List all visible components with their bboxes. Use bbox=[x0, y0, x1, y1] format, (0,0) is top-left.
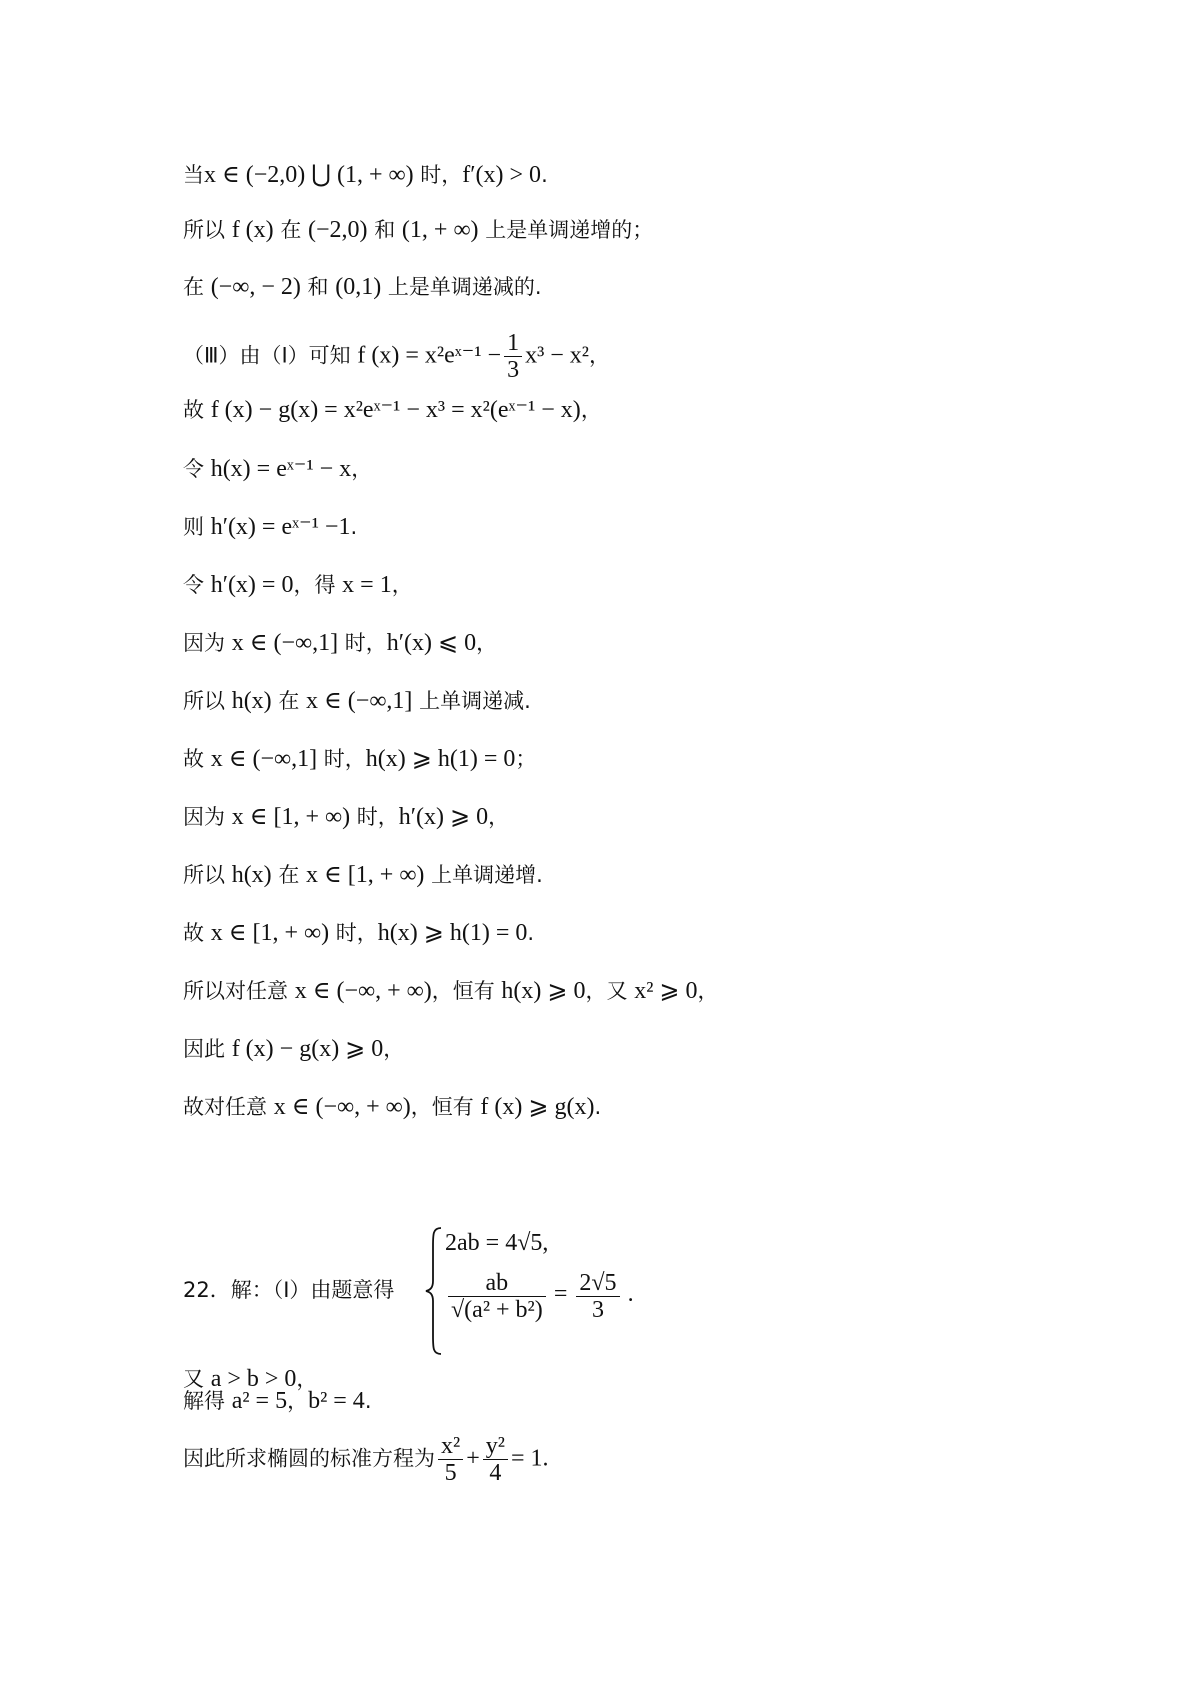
math-expression: f (x) bbox=[231, 217, 274, 243]
fraction-ab: $\frac{ab}{\text{√(a² + b²)}}$ bbox=[448, 1270, 546, 1323]
text-segment: . bbox=[594, 1095, 602, 1119]
text-segment: 则 bbox=[183, 515, 211, 539]
text-segment: 上单调递增. bbox=[424, 863, 543, 887]
text-line bbox=[183, 684, 531, 718]
text-segment: ，得 bbox=[293, 573, 343, 597]
text-line bbox=[183, 452, 372, 486]
text-segment: 时， bbox=[338, 631, 387, 655]
math-expression: f (x) ⩾ g(x) bbox=[480, 1094, 595, 1120]
text-segment: . bbox=[541, 163, 548, 187]
math-expression: x² ⩾ 0 bbox=[634, 978, 698, 1004]
math-expression: f (x) = x²eˣ⁻¹ − bbox=[357, 342, 502, 369]
math-expression: x³ − x² bbox=[525, 342, 589, 369]
text-segment: 在 bbox=[271, 863, 307, 887]
math-expression: x ∈ [1, + ∞) bbox=[231, 804, 351, 830]
text-line bbox=[183, 626, 497, 660]
text-segment: ， bbox=[351, 457, 373, 481]
text-segment: 所以 bbox=[183, 863, 232, 887]
math-expression: h(x) bbox=[231, 688, 272, 714]
math-expression: f′(x) > 0 bbox=[462, 162, 542, 188]
math-expression: x ∈ (−∞, + ∞) bbox=[273, 1094, 411, 1120]
text-line bbox=[183, 270, 542, 304]
text-segment: 令 bbox=[183, 573, 211, 597]
text-segment: 故 bbox=[183, 747, 211, 771]
inline-fraction: $\frac{1}{3}$ bbox=[504, 330, 522, 383]
text-segment: 所以 bbox=[183, 218, 232, 242]
math-expression: (−∞, − 2) bbox=[210, 274, 301, 300]
math-expression: h(x) ⩾ h(1) = 0 bbox=[365, 746, 516, 772]
math-expression: x ∈ [1, + ∞) bbox=[210, 920, 330, 946]
text-segment: 时， bbox=[350, 805, 399, 829]
text-segment: 因为 bbox=[183, 805, 232, 829]
text-segment: （Ⅲ）由（Ⅰ）可知 bbox=[183, 343, 358, 368]
text-line bbox=[183, 742, 536, 776]
math-expression: (−2,0) bbox=[308, 217, 368, 243]
math-expression: h(x) bbox=[231, 862, 272, 888]
text-segment: 所以 bbox=[183, 689, 232, 713]
q22-label: 22．解：（Ⅰ）由题意得 bbox=[183, 1278, 395, 1302]
text-segment: 又 bbox=[183, 1367, 211, 1391]
left-brace bbox=[425, 1226, 443, 1356]
text-segment: 在 bbox=[183, 275, 211, 299]
math-expression: f (x) − g(x) ⩾ 0 bbox=[231, 1036, 384, 1062]
math-expression: a² = 5 bbox=[231, 1388, 288, 1414]
text-line bbox=[183, 916, 534, 950]
text-segment: 故 bbox=[183, 398, 211, 422]
text-segment: ， bbox=[589, 343, 610, 368]
text-segment: 上单调递减. bbox=[412, 689, 531, 713]
math-expression: x ∈ (−∞,1] bbox=[210, 746, 318, 772]
math-expression: b² = 4 bbox=[308, 1388, 365, 1414]
text-segment: ； bbox=[515, 747, 537, 771]
system-equation-2: $\frac{ab}{\text{√(a² + b²)}}$ = $\frac{2√5}{3}$ . bbox=[445, 1270, 634, 1323]
text-segment: 因为 bbox=[183, 631, 232, 655]
text-segment: . bbox=[350, 515, 358, 539]
text-segment: ， bbox=[296, 1367, 318, 1391]
text-segment: 令 bbox=[183, 457, 211, 481]
text-segment: 上是单调递减的. bbox=[381, 275, 542, 299]
text-segment: ， bbox=[697, 979, 719, 1003]
text-segment: 在 bbox=[273, 218, 309, 242]
math-expression: (1, + ∞) bbox=[401, 217, 479, 243]
text-segment: ， bbox=[580, 398, 602, 422]
math-expression: x ∈ (−∞,1] bbox=[306, 688, 413, 714]
text-segment: ，恒有 bbox=[431, 979, 502, 1003]
text-line bbox=[183, 213, 653, 247]
text-line bbox=[183, 510, 357, 544]
text-segment: 解得 bbox=[183, 1389, 232, 1413]
text-segment: 时， bbox=[317, 747, 366, 771]
text-segment: 时， bbox=[413, 163, 463, 187]
text-segment: 和 bbox=[367, 218, 402, 242]
fraction-rhs: $\frac{2√5}{3}$ bbox=[576, 1270, 619, 1323]
system-equation-1: 2ab = 4√5, bbox=[445, 1230, 549, 1256]
text-segment: ，又 bbox=[585, 979, 635, 1003]
text-segment: ， bbox=[383, 1037, 405, 1061]
math-expression: x ∈ (−∞, + ∞) bbox=[294, 978, 432, 1004]
text-line bbox=[183, 330, 610, 383]
text-segment: 故对任意 bbox=[183, 1095, 274, 1119]
math-expression: x = 1 bbox=[342, 572, 392, 598]
text-segment: 在 bbox=[271, 689, 307, 713]
text-line bbox=[183, 393, 602, 427]
math-expression: f (x) − g(x) = x²eˣ⁻¹ − x³ = x²(eˣ⁻¹ − x) bbox=[210, 397, 581, 423]
text-line bbox=[183, 800, 509, 834]
math-expression: (0,1) bbox=[335, 274, 382, 300]
text-line bbox=[183, 1384, 372, 1418]
fraction-x2-5: $\frac{\text{x²}}{5}$ bbox=[438, 1433, 463, 1486]
math-expression: h′(x) = eˣ⁻¹ −1 bbox=[210, 514, 351, 540]
text-line bbox=[183, 1032, 404, 1066]
math-expression: h(x) ⩾ h(1) = 0 bbox=[377, 920, 528, 946]
text-segment: 当 bbox=[183, 163, 204, 187]
text-segment: . bbox=[364, 1389, 372, 1413]
text-line bbox=[183, 974, 719, 1008]
text-segment: ， bbox=[391, 573, 413, 597]
math-expression: h′(x) = 0 bbox=[210, 572, 294, 598]
math-expression: h′(x) ⩽ 0 bbox=[386, 630, 477, 656]
math-expression: h(x) = eˣ⁻¹ − x bbox=[210, 456, 352, 482]
text-segment: 和 bbox=[300, 275, 336, 299]
text-segment: ，恒有 bbox=[410, 1095, 481, 1119]
math-expression: x ∈ [1, + ∞) bbox=[306, 862, 425, 888]
text-segment: 因此 bbox=[183, 1037, 232, 1061]
fraction-y2-4: $\frac{\text{y²}}{4}$ bbox=[483, 1433, 508, 1486]
math-expression: a > b > 0 bbox=[210, 1366, 297, 1392]
final-equation-line: 因此所求椭圆的标准方程为 $\frac{\text{x²}}{5}$ + $\frac{\text{y²}}{4}$ = 1. bbox=[183, 1433, 549, 1486]
text-line bbox=[183, 158, 548, 192]
text-segment: ， bbox=[476, 631, 498, 655]
text-line bbox=[183, 568, 413, 602]
math-expression: h′(x) ⩾ 0 bbox=[398, 804, 489, 830]
math-expression: h(x) ⩾ 0 bbox=[501, 978, 586, 1004]
text-segment: 故 bbox=[183, 921, 211, 945]
text-line bbox=[183, 858, 543, 892]
text-segment: 时， bbox=[329, 921, 378, 945]
text-segment: 所以对任意 bbox=[183, 979, 295, 1003]
text-segment: 上是单调递增的； bbox=[478, 218, 654, 242]
text-segment: ， bbox=[287, 1389, 309, 1413]
math-expression: x ∈ (−2,0) ⋃ (1, + ∞) bbox=[204, 162, 414, 188]
math-expression: x ∈ (−∞,1] bbox=[231, 630, 339, 656]
text-segment: ， bbox=[488, 805, 510, 829]
text-segment: . bbox=[527, 921, 535, 945]
text-line bbox=[183, 1090, 601, 1124]
